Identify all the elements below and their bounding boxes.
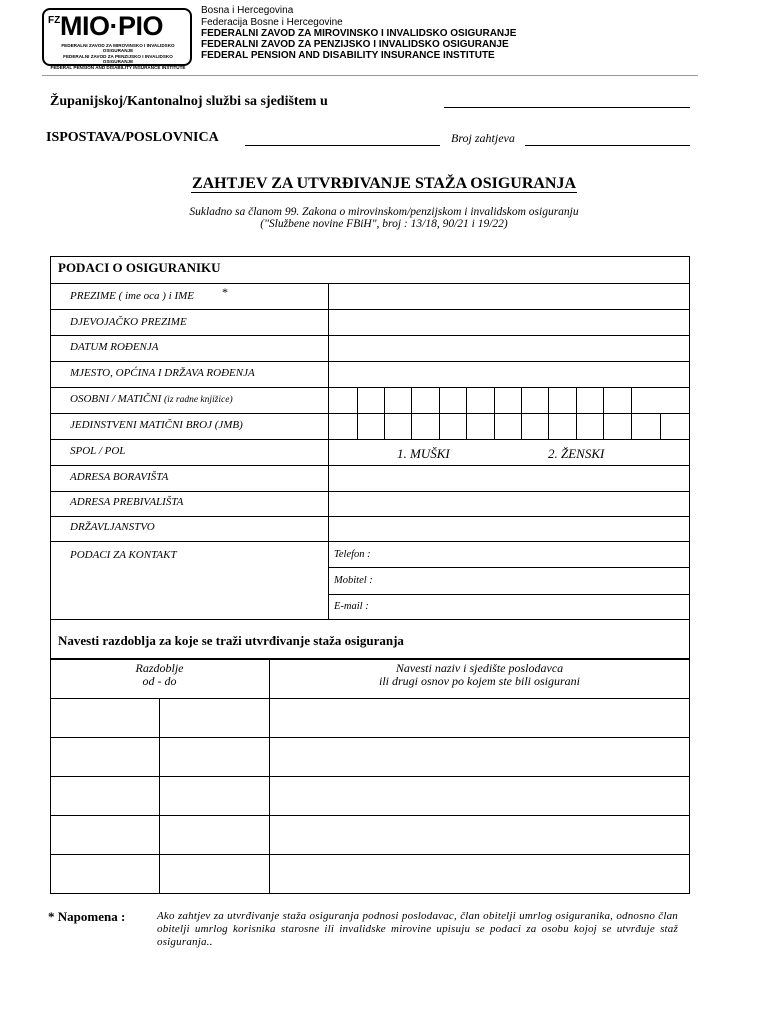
ispostava-field[interactable] [245,145,440,146]
broj-zahtjeva-field[interactable] [525,145,690,146]
label-datum-rodjenja: DATUM ROĐENJA [70,341,159,353]
header-divider [42,75,698,76]
label-adresa-prebivalista: ADRESA PREBIVALIŠTA [70,496,184,508]
label-prezime: PREZIME ( ime oca ) i IME [70,290,195,302]
header-name-2: FEDERALNI ZAVOD ZA PENZIJSKO I INVALIDSKO OSIGURANJE [201,39,509,51]
broj-zahtjeva-label: Broj zahtjeva [451,131,515,145]
label-spol: SPOL / POL [70,445,126,457]
section1-title: PODACI O OSIGURANIKU [58,260,221,275]
col-poslodavac-header: Navesti naziv i sjedište poslodavca ili drugi osnov po kojem ste bili osigurani [379,661,580,688]
col-razdoblje-header: Razdoblje od - do [135,661,184,688]
logo-name: MIO·PIO [60,11,163,41]
spol-option-muski[interactable]: 1. MUŠKI [397,446,450,461]
ispostava-label: ISPOSTAVA/POSLOVNICA [46,130,219,145]
logo-small-text: FEDERALNI ZAVOD ZA MIROVINSKO I INVALIDSKO OSIGURANJE FEDERALNI ZAVOD ZA PENZIJSKO I INVALIDSKO OSIGURANJE FEDERAL PENSION AND DISABILITY INSURANCE INSTITUTE [50,43,186,70]
label-drzavljanstvo: DRŽAVLJANSTVO [70,521,155,533]
label-adresa-boravista: ADRESA BORAVIŠTA [70,471,169,483]
sjediste-field[interactable] [444,107,690,108]
spol-option-zenski[interactable]: 2. ŽENSKI [548,446,605,461]
form-subtitle: Sukladno sa članom 99. Zakona o mirovinskom/penzijskom i invalidskom osiguranju ("Službene novine FBiH", broj : 13/18, 90/21 i 19/22) [189,206,579,230]
label-djevojacko: DJEVOJAČKO PREZIME [70,316,187,328]
label-mobitel: Mobitel : [334,575,373,586]
institute-logo [42,8,192,70]
section2-title: Navesti razdoblja za koje se traži utvrđivanje staža osiguranja [58,633,404,648]
napomena-text: Ako zahtjev za utvrđivanje staža osiguranja podnosi poslodavac, član obitelji umrlog osiguranika, odnosno član obitelji umrlog korisnika starosne ili invalidske mirovine upisuju se podaci za osobu kojoj se utvrđuje staž osiguranja.. [157,910,678,948]
required-asterisk: * [222,285,228,299]
header-name-1: FEDERALNI ZAVOD ZA MIROVINSKO I INVALIDSKO OSIGURANJE [201,28,517,39]
logo-mark: FZ [48,15,61,26]
header-name-3: FEDERAL PENSION AND DISABILITY INSURANCE INSTITUTE [201,50,495,62]
form-title: ZAHTJEV ZA UTVRĐIVANJE STAŽA OSIGURANJA [191,175,577,192]
label-kontakt: PODACI ZA KONTAKT [70,549,177,561]
label-jmb: JEDINSTVENI MATIČNI BROJ (JMB) [70,419,243,431]
zupanijska-label: Županijskoj/Kantonalnoj službi sa sjedištem u [50,94,328,109]
header-federation: Federacija Bosne i Hercegovine [201,16,343,28]
label-telefon: Telefon : [334,549,371,560]
header-country: Bosna i Hercegovina [201,5,294,16]
label-email: E-mail : [334,601,369,612]
napomena-label: * Napomena : [48,909,126,924]
label-mjesto-rodjenja: MJESTO, OPĆINA I DRŽAVA ROĐENJA [70,367,255,379]
institute-header [201,5,516,62]
label-osobni-maticni: OSOBNI / MATIČNI (iz radne knjižice) [70,393,233,405]
